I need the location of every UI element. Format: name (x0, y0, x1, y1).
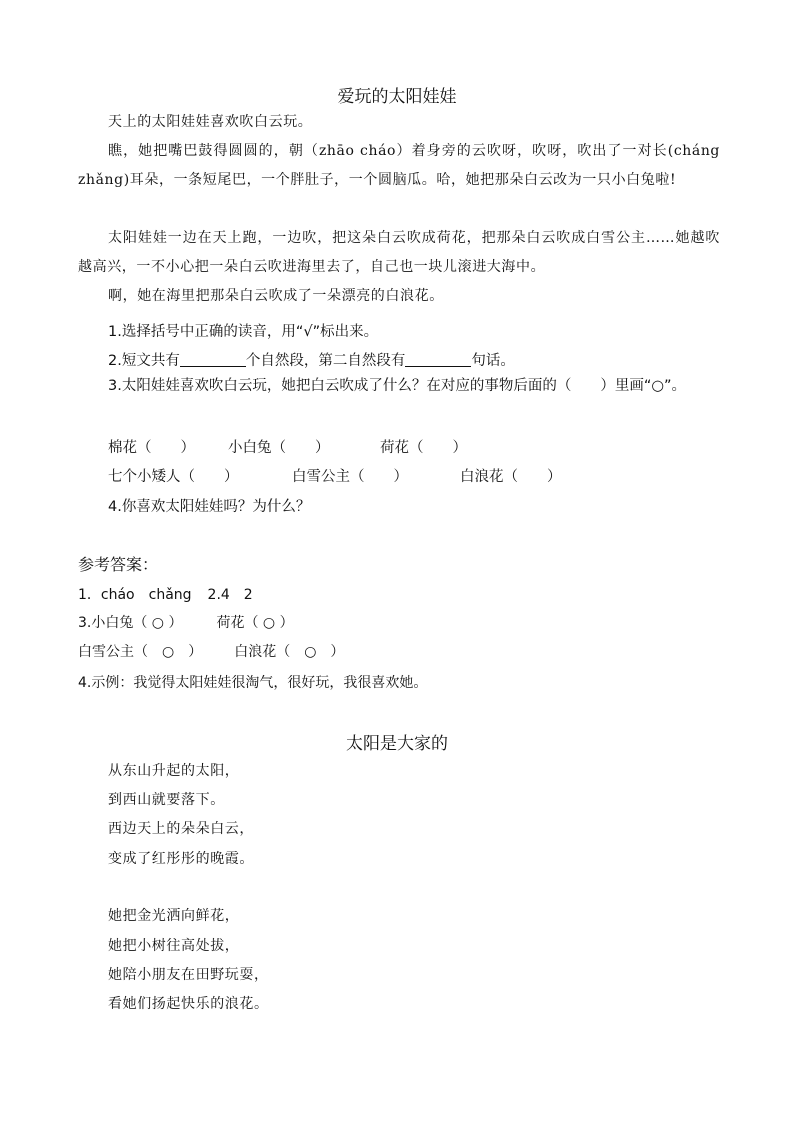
poem-line: 西边天上的朵朵白云， (108, 821, 254, 837)
question-2-part-a: 2.短文共有 (108, 353, 180, 369)
poem-line: 从东山升起的太阳， (108, 763, 240, 779)
option-cotton: 棉花（ ） (108, 440, 195, 456)
question-2 (108, 349, 515, 370)
poem-title: 太阳是大家的 (346, 734, 448, 754)
story-paragraph-4: 啊，她在海里把那朵白云吹成了一朵漂亮的白浪花。 (108, 288, 444, 304)
answers-heading: 参考答案： (78, 555, 159, 574)
option-white-rabbit: 小白兔（ ） (228, 440, 330, 456)
answer-line-1 (78, 584, 253, 604)
answer-3-rabbit: 3.小白兔（ ○ ） (78, 615, 183, 631)
option-snow-white: 白雪公主（ ） (292, 469, 408, 485)
story-paragraph-1: 天上的太阳娃娃喜欢吹白云玩。 (108, 114, 313, 130)
question-2-part-c: 句话。 (471, 353, 515, 369)
poem-line: 她把小树往高处拔， (108, 938, 240, 954)
answer-blank-sentence-count[interactable] (405, 352, 471, 367)
option-seven-dwarfs: 七个小矮人（ ） (108, 469, 239, 485)
story-title: 爱玩的太阳娃娃 (337, 87, 457, 107)
answer-3-white-wave: 白浪花（ ○ ） (234, 644, 345, 660)
answer-line-2 (78, 612, 294, 632)
story-paragraph-3: 太阳娃娃一边在天上跑，一边吹，把这朵白云吹成荷花，把那朵白云吹成白雪公主……她越吹越高兴，一不小心把一朵白云吹进海里去了，自己也一块儿滚进大海中。 (78, 230, 720, 275)
question-1: 1.选择括号中正确的读音，用“√”标出来。 (108, 324, 379, 340)
story-paragraph-2: 瞧，她把嘴巴鼓得圆圆的，朝（zhāo cháo）着身旁的云吹呀，吹呀，吹出了一对长(cháng zhǎng)耳朵，一条短尾巴，一个胖肚子，一个圆脑瓜。哈，她把那朵白云改为一只小白兔啦! (78, 143, 720, 188)
poem-line: 看她们扬起快乐的浪花。 (108, 996, 269, 1012)
question-3: 3.太阳娃娃喜欢吹白云玩，她把白云吹成了什么？在对应的事物后面的（ ）里画“○”。 (108, 378, 687, 394)
question-2-part-b: 个自然段，第二自然段有 (245, 353, 406, 369)
option-white-wave: 白浪花（ ） (460, 469, 562, 485)
answer-blank-paragraph-count[interactable] (180, 352, 246, 367)
question-4: 4.你喜欢太阳娃娃吗？为什么？ (108, 499, 311, 515)
poem-line: 到西山就要落下。 (108, 792, 225, 808)
poem-line: 她把金光洒向鲜花， (108, 908, 240, 924)
answer-3-lotus: 荷花（ ○ ） (216, 615, 294, 631)
answer-line-4: 4.示例：我觉得太阳娃娃很淘气，很好玩，我很喜欢她。 (78, 675, 428, 691)
poem-line: 变成了红彤彤的晚霞。 (108, 851, 254, 867)
answer-line-3 (78, 641, 344, 661)
answer-1: 1．cháo chǎng (78, 587, 192, 603)
option-lotus: 荷花（ ） (380, 440, 467, 456)
answer-3-snow-white: 白雪公主（ ○ ） (78, 644, 203, 660)
answer-2: 2.4 2 (207, 587, 253, 603)
poem-line: 她陪小朋友在田野玩耍， (108, 967, 269, 983)
